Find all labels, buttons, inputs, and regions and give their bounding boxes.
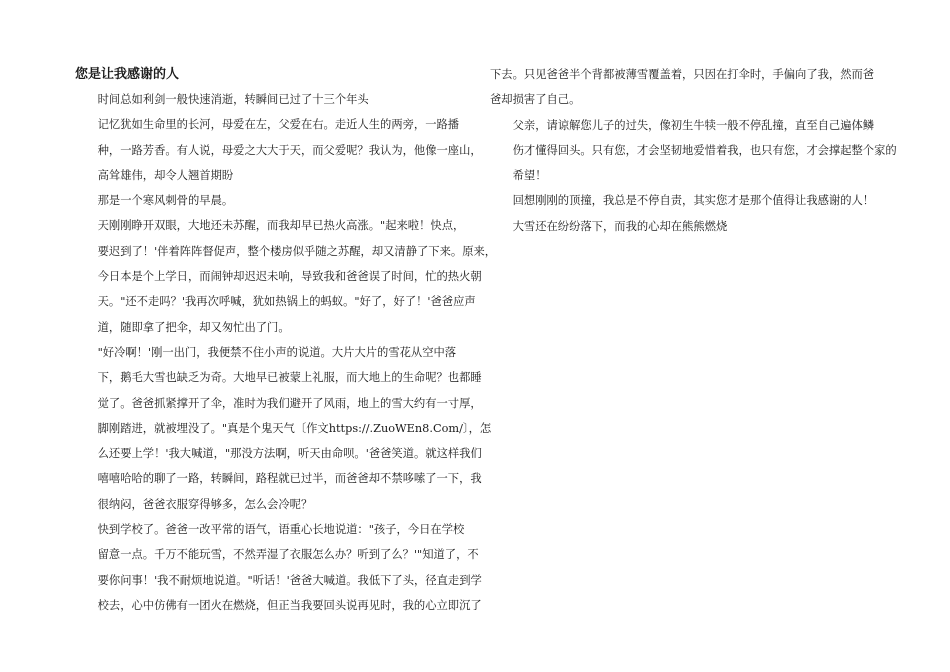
- text-line: 校去，心中仿佛有一团火在燃烧，但正当我要回头说再见时，我的心立即沉了: [97, 598, 482, 612]
- text-line: 爸却损害了自己。: [490, 93, 581, 107]
- text-line: 希望！: [512, 169, 547, 183]
- text-line: 要迟到了！'伴着阵阵督促声，整个楼房似乎随之苏醒，却又清静了下来。原来，: [97, 244, 497, 258]
- left-paragraph: [75, 340, 492, 517]
- left-paragraph: [75, 87, 467, 112]
- text-line: 很纳闷，爸爸衣服穿得够多，怎么会冷呢？: [97, 497, 313, 511]
- text-line: 下，鹅毛大雪也缺乏为奇。大地早已被蒙上礼服，而大地上的生命呢？也都睡: [97, 371, 482, 385]
- text-line: 今日本是个上学日，而闹钟却迟迟未响，导致我和爸爸误了时间，忙的热火朝: [97, 270, 482, 284]
- text-line: 记忆犹如生命里的长河，母爱在左，父爱在右。走近人生的两旁，一路播: [97, 118, 460, 132]
- left-paragraph: [75, 188, 467, 213]
- right-paragraph: [490, 62, 880, 113]
- text-line: 脚刚踏进，就被埋没了。"真是个鬼天气〔作文https://.ZuoWEn8.Com/〕，怎: [97, 421, 492, 435]
- text-line: 嘻嘻哈哈的聊了一路，转瞬间，路程就已过半，而爸爸却不禁哆嗦了一下，我: [97, 472, 482, 486]
- text-line: 快到学校了。爸爸一改平常的语气，语重心长地说道："孩子，今日在学校: [97, 523, 465, 537]
- text-line: 要你问事！'我不耐烦地说道。"听话！'爸爸大喊道。我低下了头，径直走到学: [97, 573, 482, 587]
- text-line: 高耸雄伟，却令人翘首期盼: [97, 168, 234, 182]
- right-paragraph: [490, 214, 880, 239]
- right-paragraph: [490, 113, 897, 189]
- right-paragraph: [490, 188, 880, 213]
- text-line: 大雪还在纷纷落下，而我的心却在熊熊燃烧: [512, 219, 728, 233]
- left-paragraph: [75, 112, 482, 188]
- text-line: 种，一路芳香。有人说，母爱之大大于天，而父爱呢？我认为，他像一座山，: [97, 143, 482, 157]
- text-line: 觉了。爸爸抓紧撑开了伞，准时为我们避开了风雨，地上的雪大约有一寸厚，: [97, 396, 482, 410]
- text-line: 道，随即拿了把伞，却又匆忙出了门。: [97, 320, 290, 334]
- text-line: 父亲，请谅解您儿子的过失，像初生牛犊一般不停乱撞，直至自己遍体鳞: [512, 118, 875, 132]
- left-paragraph: [75, 517, 482, 618]
- text-line: 天。"还不走吗？'我再次呼喊，犹如热锅上的蚂蚁。"好了，好了！'爸爸应声: [97, 295, 476, 309]
- left-paragraph: [75, 213, 497, 339]
- text-line: 回想刚刚的顶撞，我总是不停自责，其实您才是那个值得让我感谢的人！: [512, 194, 875, 208]
- text-line: 那是一个寒风刺骨的早晨。: [97, 194, 234, 208]
- text-line: 伤才懂得回头。只有您，才会坚韧地爱惜着我，也只有您，才会撑起整个家的: [512, 143, 897, 157]
- document-title: 您是让我感谢的人: [75, 67, 180, 82]
- left-column: [75, 62, 497, 618]
- text-line: 留意一点。千万不能玩雪，不然弄湿了衣服怎么办？听到了么？'"知道了，不: [97, 548, 479, 562]
- text-line: 天刚刚睁开双眼，大地还未苏醒，而我却早已热火高涨。"起来啦！快点，: [97, 219, 465, 233]
- text-line: "好冷啊！'刚一出门，我便禁不住小声的说道。大片大片的雪花从空中落: [97, 345, 457, 359]
- text-line: 么还要上学！'我大喊道，"那没方法啊，听天由命呗。'爸爸笑道。就这样我们: [97, 447, 482, 461]
- right-column: [490, 62, 897, 239]
- text-line: 下去。只见爸爸半个背都被薄雪覆盖着，只因在打伞时，手偏向了我，然而爸: [490, 68, 875, 81]
- text-line: 时间总如利剑一般快速消逝，转瞬间已过了十三个年头: [97, 93, 369, 106]
